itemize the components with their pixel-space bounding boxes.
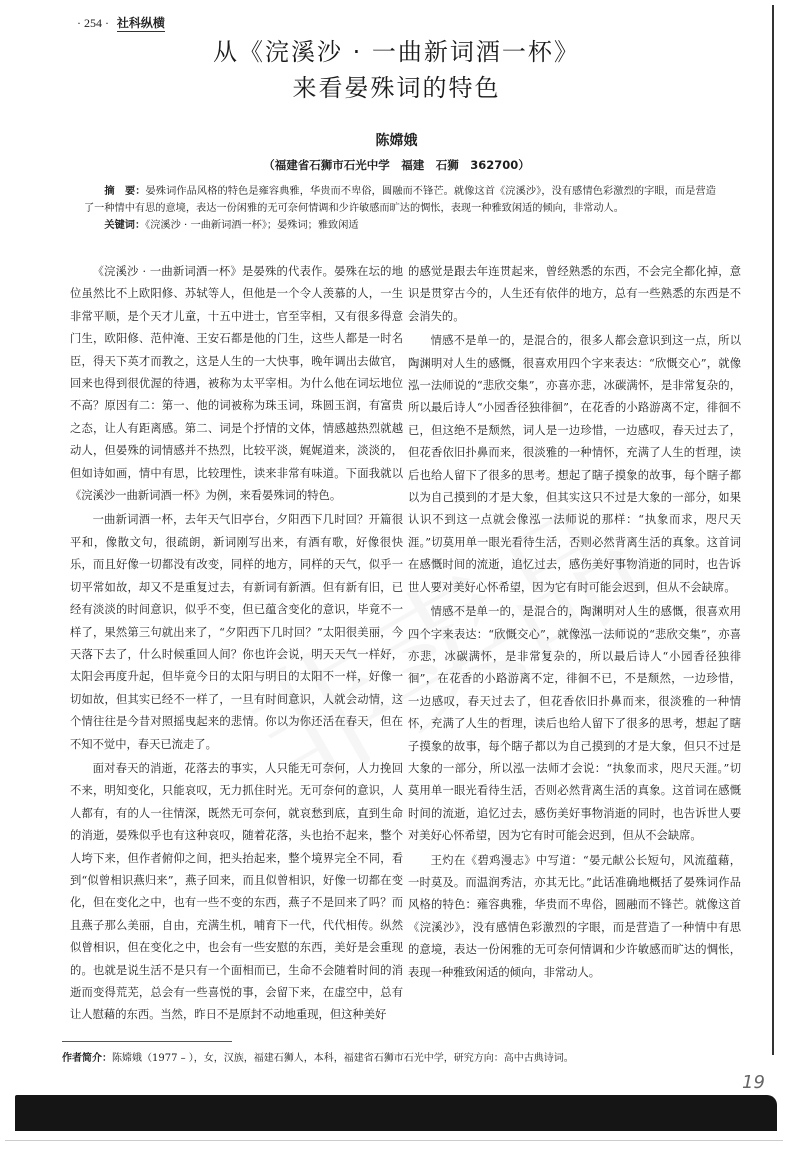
paragraph: 情感不是单一的，是混合的，很多人都会意识到这一点，所以陶渊明对人生的感慨，很喜欢用四个字来表达：“欣慨交心”，就像泓一法师说的“悲欣交集”，亦喜亦悲，冰碳满怀，是非常复杂的，所以最后诗人“小园香径独徘徊”，在花香的小路游离不定，徘徊不已，但这绝不是颓然，词人是一边珍惜，一边感叹，春天过去了，但花香依旧扑鼻而来，很淡雅的一种情怀，充满了人生的哲理，读后也给人留下了很多的思考。想起了瞎子摸象的故事，每个瞎子都以为自己摸到的才是大象，但其实这只不过是大象的一部分，如果认识不到这一点就会像泓一法师说的那样：“执象而求，咫尺天涯。”切莫用单一眼光看待生活，否则必然背离生活的真象。这首词在感慨时间的流逝，追忆过去，感伤美好事物消逝的同时，也告诉世人要对美好心怀希望，因为它有时可能会迟到，但从不会缺席。 [408, 334, 741, 594]
page-number: · 254 · [77, 16, 109, 30]
paragraph-continued: 的感觉是跟去年连贯起来，曾经熟悉的东西，不会完全都化掉，意识是贯穿古今的，人生还有依伴的地方，总有一些熟悉的东西是不会消失的。 [408, 265, 741, 323]
author-name: 陈嫦娥 [375, 133, 418, 149]
page-header [77, 14, 165, 31]
body-column-right [408, 261, 741, 986]
keywords-label: 关键词： [104, 220, 146, 231]
keywords [84, 217, 716, 234]
keywords-text: 《浣溪沙 · 一曲新词酒一杯》；晏殊词；雅致闲适 [145, 220, 359, 231]
footnote-label: 作者简介： [62, 1053, 112, 1064]
footnote-block [62, 1041, 762, 1066]
scan-edge-line [5, 1140, 783, 1141]
abstract [84, 183, 716, 217]
paragraph: 《浣溪沙 · 一曲新词酒一杯》是晏殊的代表作。晏殊在坛的地位虽然比不上欧阳修、苏轼等人，但他是一个令人羡慕的人，一生非常平顺，是个天才儿童，十五中进士，官至宰相，又有很多得意门生，欧阳修、范仲淹、王安石都是他的门生，这些人都是一时名臣，得天下英才而教之，这是人生的一大快事，晚年调出去做官，回来也得到很优渥的待遇，被称为太平宰相。为什么他在词坛地位不高？原因有二：第一、他的词被称为珠玉词，珠圆玉润，有富贵之态，让人有距离感。第二、词是个抒情的文体，情感越热烈就越动人，但晏殊的词情感并不热烈，比较平淡，娓娓道来，淡淡的，但如诗如画，情中有思，比较理性，读来非常有味道。下面我就以《浣溪沙一曲新词酒一杯》为例，来看晏殊词的特色。 [70, 265, 403, 503]
abstract-text: 晏殊词作品风格的特色是雍容典雅，华贵而不卑俗，圆融而不锋芒。就像这首《浣溪沙》，没有感情色彩激烈的字眼，而是营造了一种情中有思的意境，表达一份闲雅的无可奈何情调和少许敏感而旷达的惆怅，表现一种雅致闲适的倾向，非常动人。 [84, 186, 716, 214]
footnote-divider [62, 1041, 232, 1042]
section-name: 社科纵横 [116, 16, 165, 30]
page-edge-line [772, 5, 774, 1055]
paragraph: 情感不是单一的，是混合的，陶渊明对人生的感慨，很喜欢用四个字来表达：“欣慨交心”，就像泓一法师说的“悲欣交集”，亦喜亦悲，冰碳满怀，是非常复杂的，所以最后诗人“小园香径独徘徊”，在花香的小路游离不定，徘徊不已，不是颓然，一边珍惜，一边感叹，春天过去了，但花香依旧扑鼻而来，很淡雅的一种情怀，充满了人生的哲理，读后也给人留下了很多的思考，想起了瞎子摸象的故事，每个瞎子都以为自己摸到的才是大象，但只不过是大象的一部分，所以泓一法师才会说：“执象而求，咫尺天涯。”切莫用单一眼光看待生活，否则必然背离生活的真象。这首词在感慨时间的流逝，追忆过去，感伤美好事物消逝的同时，也告诉世人要对美好心怀希望，因为它有时可能会迟到，但从不会缺席。 [408, 605, 741, 843]
front-matter [84, 183, 716, 234]
scan-shadow-band [15, 1095, 777, 1131]
footnote-text: 陈嫦娥（1977 – ），女，汉族，福建石狮人，本科，福建省石狮市石光中学，研究方向：高中古典诗词。 [112, 1053, 574, 1064]
article-title-line1: 从《浣溪沙 · 一曲新词酒一杯》 [213, 38, 580, 66]
body-columns [70, 261, 741, 1029]
paragraph: 面对春天的消逝，花落去的事实，人只能无可奈何，人力挽回不来，明知变化，只能哀叹，无力抓住时光。无可奈何的意识，人人都有，有的人一往情深，既然无可奈何，就哀愁到底，直到生命的消逝，晏殊似乎也有这种哀叹，随着花落，头也抬不起来，整个人垮下来，但作者俯仰之间，把头抬起来，整个境界完全不同，看到“似曾相识燕归来”，燕子回来，而且似曾相识，好像一切都在变化，但在变化之中，也有一些不变的东西，燕子不是回来了吗？而且燕子那么美丽，自由，充满生机，哺育下一代，代代相传。纵然似曾相识，但在变化之中，也会有一些安慰的东西，美好是会重现的。也就是说生活不是只有一个面相而已，生命不会随着时间的消逝而变得荒芜，总会有一些喜悦的事，会留下来，在虚空中，总有让人慰藉的东西。当然，昨日不是原封不动地重现，但这种美好 [70, 761, 403, 1022]
article-title-line2: 来看晏殊词的特色 [292, 74, 501, 102]
author-affiliation: （福建省石狮市石光中学 福建 石狮 362700） [263, 158, 530, 172]
abstract-label: 摘 要： [104, 186, 146, 197]
handwritten-mark: 19 [742, 1072, 765, 1093]
paragraph: 一曲新词酒一杯，去年天气旧亭台，夕阳西下几时回？开篇很平和，像散文句，很疏朗，新词刚写出来，有酒有歌，好像很快乐，而且好像一切都没有改变，同样的地方，同样的天气，似乎一切平常如故，却又不是重复过去，有新词有新酒。但有新有旧，已经有淡淡的时间意识，似乎不变，但已蕴含变化的意识，毕竟不一样了，果然第三句就出来了，“夕阳西下几时回？”太阳很美丽，今天落下去了，什么时候重回人间？你也许会说，明天天气一样好，太阳会再度升起，但毕竟今日的太阳与明日的太阳不一样，好像一切如故，但其实已经不一样了，一旦有时间意识，人就会动情，这个情往往是今昔对照摇曳起来的悲情。你以为你还活在春天，但在不知不觉中，春天已流走了。 [70, 513, 403, 751]
author-bio-footnote [62, 1051, 762, 1066]
paragraph: 王灼在《碧鸡漫志》中写道：“晏元献公长短句，风流蕴藉，一时莫及。而温润秀洁，亦其无比。”此话准确地概括了晏殊词作品风格的特色：雍容典雅，华贵而不卑俗，圆融而不锋芒。就像这首《浣溪沙》，没有感情色彩激烈的字眼，而是营造了一种情中有思的意境，表达一份闲雅的无可奈何情调和少许敏感而旷达的惆怅，表现一种雅致闲适的倾向，非常动人。 [408, 853, 741, 979]
body-column-left [70, 261, 403, 1029]
